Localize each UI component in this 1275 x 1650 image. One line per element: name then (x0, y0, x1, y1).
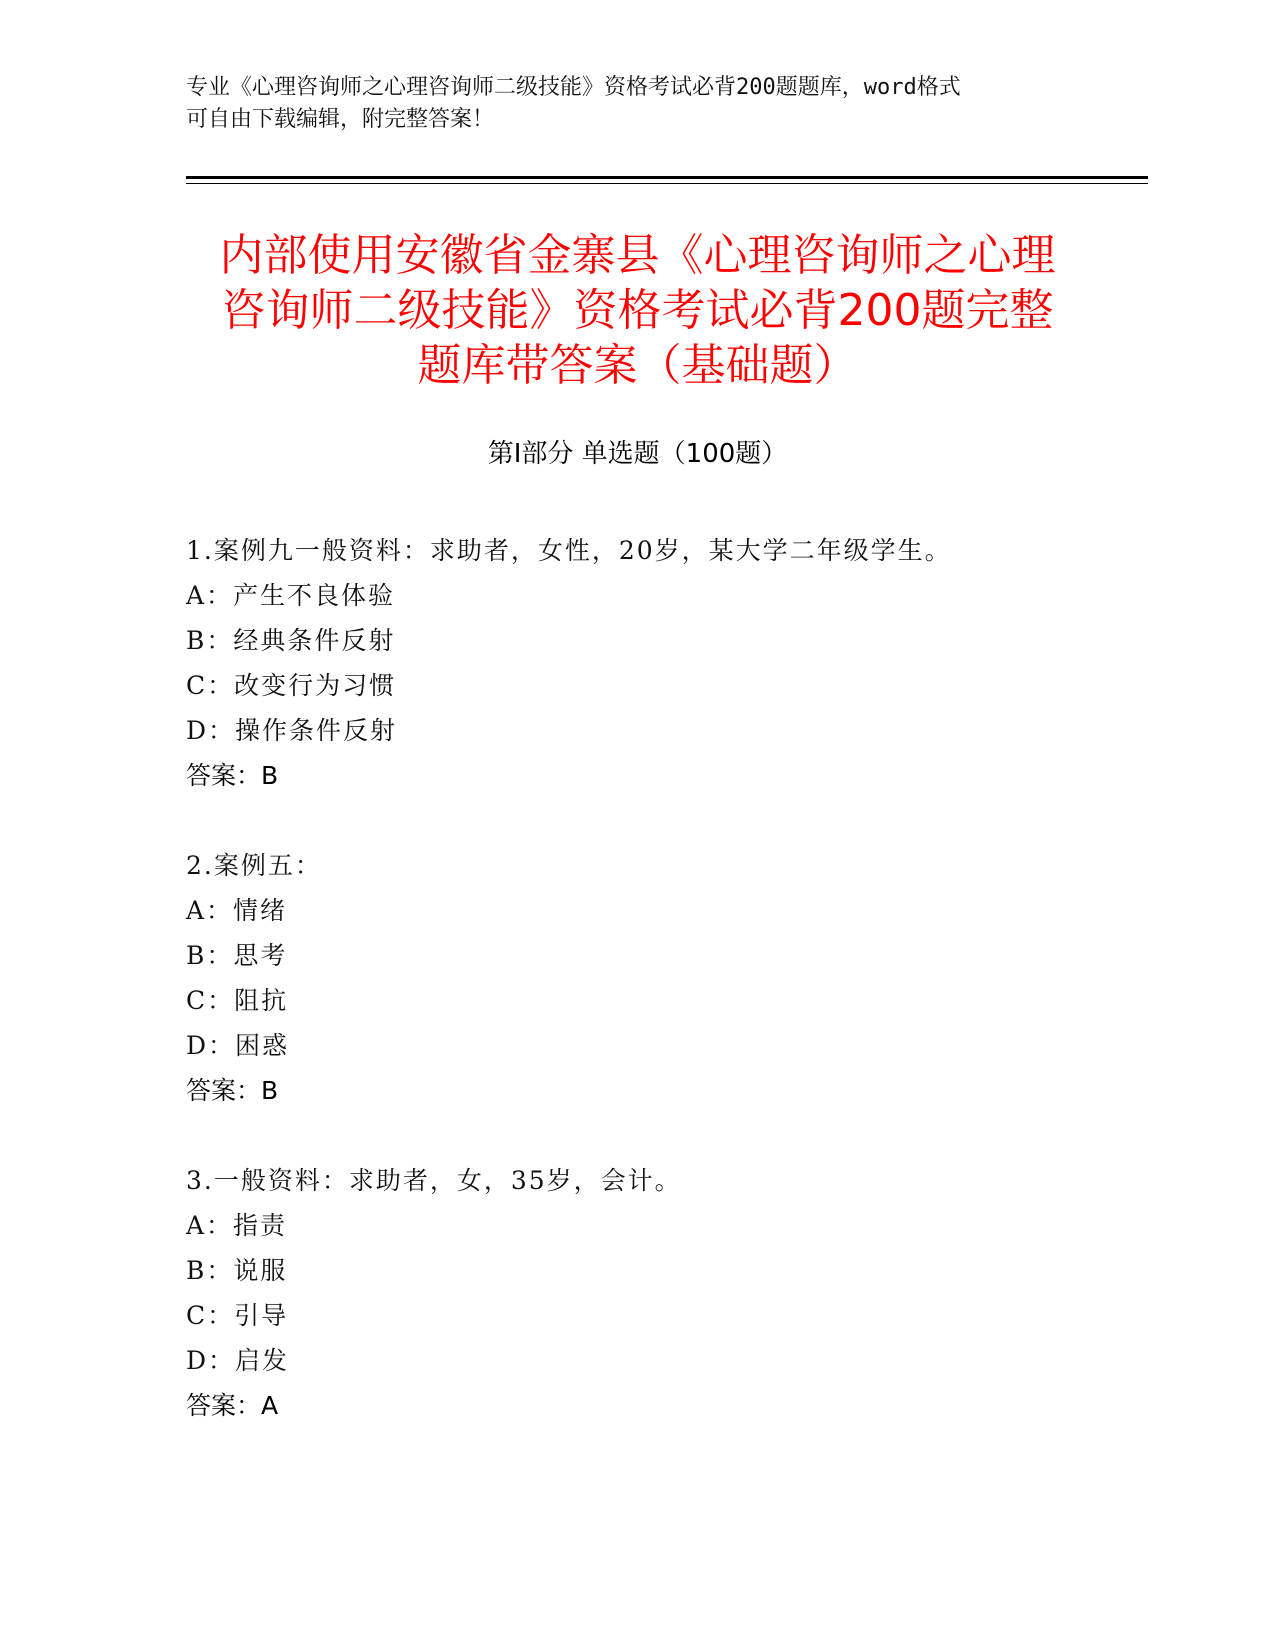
question-item (186, 1158, 1086, 1428)
option-b: B：思考 (186, 941, 288, 970)
header-divider-thick (186, 176, 1148, 179)
title-line-1: 内部使用安徽省金寨县《心理咨询师之心理 (219, 230, 1056, 281)
option-a: A：指责 (186, 1211, 288, 1240)
question-stem: 1.案例九一般资料：求助者，女性，20岁，某大学二年级学生。 (186, 536, 952, 565)
option-b: B：经典条件反射 (186, 626, 396, 655)
option-c: C：改变行为习惯 (186, 671, 397, 700)
document-intro (186, 72, 1086, 136)
answer-line: 答案：A (186, 1391, 279, 1420)
question-stem: 2.案例五： (186, 851, 322, 880)
answer-line: 答案：B (186, 761, 279, 790)
option-a: A：产生不良体验 (186, 581, 396, 610)
document-title (190, 228, 1085, 393)
intro-line-1: 专业《心理咨询师之心理咨询师二级技能》资格考试必背200题题库，word格式 (186, 75, 961, 100)
question-item (186, 843, 1086, 1113)
option-d: D：困惑 (186, 1031, 290, 1060)
option-b: B：说服 (186, 1256, 288, 1285)
option-d: D：操作条件反射 (186, 716, 398, 745)
answer-line: 答案：B (186, 1076, 279, 1105)
intro-line-2: 可自由下载编辑，附完整答案！ (186, 107, 495, 132)
option-a: A：情绪 (186, 896, 288, 925)
section-heading: 第Ⅰ部分 单选题（100题） (487, 439, 788, 469)
header-divider-thin (186, 183, 1148, 184)
title-line-3: 题库带答案（基础题） (417, 340, 858, 391)
question-list (186, 528, 1086, 1473)
question-stem: 3.一般资料：求助者，女，35岁，会计。 (186, 1166, 682, 1195)
title-line-2: 咨询师二级技能》资格考试必背200题完整 (221, 285, 1054, 336)
option-d: D：启发 (186, 1346, 290, 1375)
question-item (186, 528, 1086, 798)
option-c: C：引导 (186, 1301, 289, 1330)
option-c: C：阻抗 (186, 986, 289, 1015)
